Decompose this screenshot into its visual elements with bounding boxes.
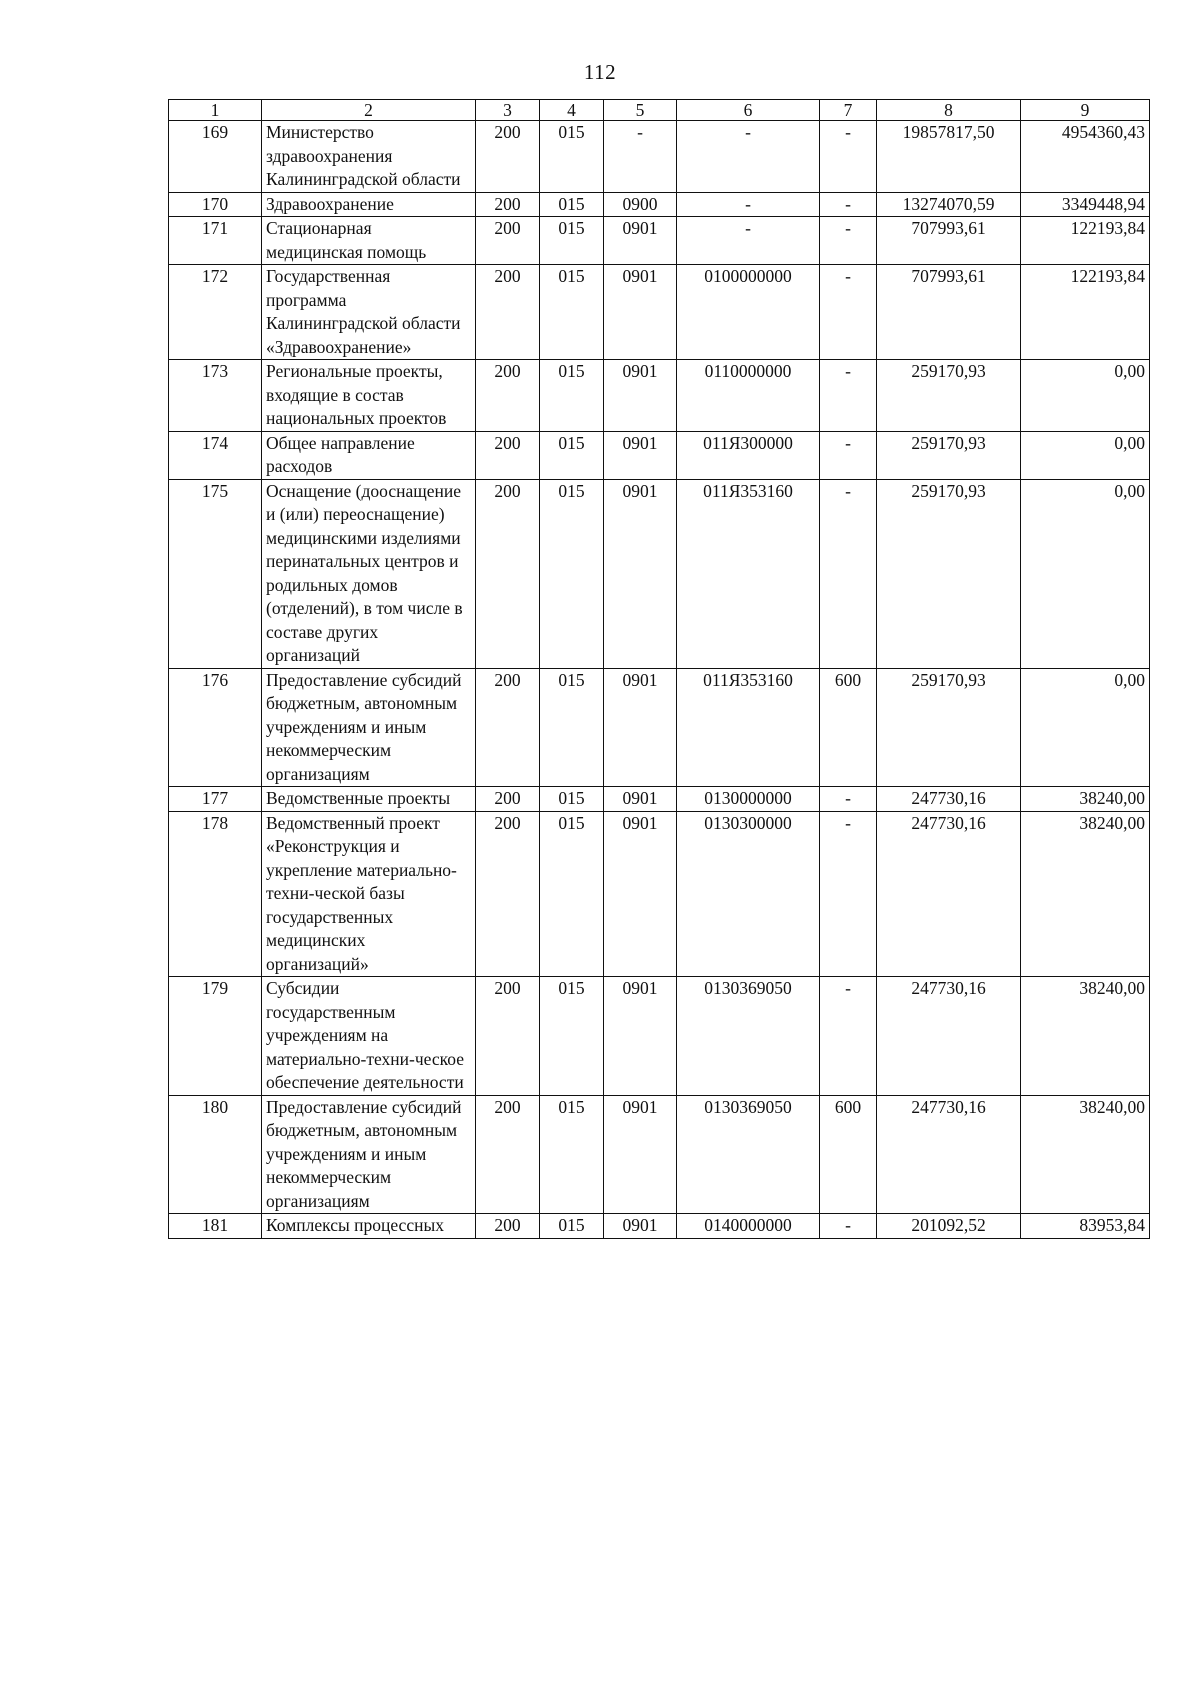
col-6-target: 0130369050 [677,977,820,1096]
col-6-target: 011Я300000 [677,431,820,479]
header-col-4: 4 [540,100,604,121]
col-5-section: 0901 [604,787,677,812]
col-7-type: - [820,479,877,668]
col-8-amount: 247730,16 [877,977,1021,1096]
col-7-type: - [820,265,877,360]
col-4-code: 015 [540,1214,604,1239]
header-col-1: 1 [169,100,262,121]
table-row [169,217,1150,265]
col-9-amount: 0,00 [1021,431,1150,479]
col-8-amount: 259170,93 [877,431,1021,479]
table-row [169,811,1150,977]
header-col-8: 8 [877,100,1021,121]
col-8-amount: 13274070,59 [877,192,1021,217]
col-5-section: 0900 [604,192,677,217]
col-8-amount: 259170,93 [877,360,1021,432]
col-5-section: 0901 [604,360,677,432]
col-9-amount: 122193,84 [1021,217,1150,265]
col-8-amount: 247730,16 [877,811,1021,977]
col-4-code: 015 [540,360,604,432]
col-6-target: - [677,217,820,265]
col-4-code: 015 [540,668,604,787]
row-number: 180 [169,1095,262,1214]
col-3-code: 200 [476,1214,540,1239]
col-8-amount: 247730,16 [877,787,1021,812]
col-4-code: 015 [540,1095,604,1214]
col-9-amount: 0,00 [1021,668,1150,787]
row-number: 174 [169,431,262,479]
col-6-target: 0130300000 [677,811,820,977]
header-col-7: 7 [820,100,877,121]
col-8-amount: 201092,52 [877,1214,1021,1239]
col-6-target: 0110000000 [677,360,820,432]
col-3-code: 200 [476,787,540,812]
col-7-type: - [820,217,877,265]
col-9-amount: 38240,00 [1021,787,1150,812]
col-8-amount: 19857817,50 [877,121,1021,193]
col-6-target: 0130369050 [677,1095,820,1214]
col-7-type: - [820,811,877,977]
col-3-code: 200 [476,811,540,977]
col-5-section: 0901 [604,977,677,1096]
col-4-code: 015 [540,217,604,265]
col-4-code: 015 [540,977,604,1096]
col-3-code: 200 [476,217,540,265]
col-5-section: 0901 [604,265,677,360]
col-3-code: 200 [476,192,540,217]
col-5-section: 0901 [604,431,677,479]
item-name: Ведомственный проект «Реконструкция и укрепление материально-техни-ческой базы государственных медицинских организаций» [262,811,476,977]
col-7-type: - [820,360,877,432]
row-number: 181 [169,1214,262,1239]
col-7-type: 600 [820,1095,877,1214]
item-name: Предоставление субсидий бюджетным, автономным учреждениям и иным некоммерческим организациям [262,668,476,787]
budget-table [168,99,1150,1239]
col-8-amount: 707993,61 [877,265,1021,360]
table-row [169,1214,1150,1239]
item-name: Министерство здравоохранения Калининградской области [262,121,476,193]
item-name: Оснащение (дооснащение и (или) переоснащение) медицинскими изделиями перинатальных центров и родильных домов (отделений), в том числе в составе других организаций [262,479,476,668]
table-row [169,977,1150,1096]
col-7-type: - [820,787,877,812]
row-number: 177 [169,787,262,812]
item-name: Здравоохранение [262,192,476,217]
col-8-amount: 259170,93 [877,668,1021,787]
col-6-target: 0130000000 [677,787,820,812]
col-3-code: 200 [476,121,540,193]
col-4-code: 015 [540,787,604,812]
col-7-type: - [820,121,877,193]
col-3-code: 200 [476,479,540,668]
table-row [169,121,1150,193]
col-9-amount: 4954360,43 [1021,121,1150,193]
col-7-type: - [820,1214,877,1239]
header-col-6: 6 [677,100,820,121]
col-4-code: 015 [540,121,604,193]
table-row [169,192,1150,217]
item-name: Комплексы процессных [262,1214,476,1239]
col-5-section: 0901 [604,217,677,265]
col-7-type: - [820,192,877,217]
item-name: Региональные проекты, входящие в состав национальных проектов [262,360,476,432]
header-col-2: 2 [262,100,476,121]
col-6-target: - [677,121,820,193]
col-7-type: 600 [820,668,877,787]
col-8-amount: 247730,16 [877,1095,1021,1214]
col-9-amount: 38240,00 [1021,1095,1150,1214]
col-6-target: - [677,192,820,217]
col-6-target: 0140000000 [677,1214,820,1239]
col-9-amount: 122193,84 [1021,265,1150,360]
item-name: Субсидии государственным учреждениям на материально-техни-ческое обеспечение деятельности [262,977,476,1096]
col-9-amount: 38240,00 [1021,977,1150,1096]
item-name: Предоставление субсидий бюджетным, автономным учреждениям и иным некоммерческим организациям [262,1095,476,1214]
row-number: 178 [169,811,262,977]
col-5-section: 0901 [604,479,677,668]
row-number: 173 [169,360,262,432]
item-name: Государственная программа Калининградской области «Здравоохранение» [262,265,476,360]
row-number: 179 [169,977,262,1096]
col-3-code: 200 [476,431,540,479]
col-5-section: 0901 [604,811,677,977]
col-7-type: - [820,977,877,1096]
col-3-code: 200 [476,1095,540,1214]
table-row [169,360,1150,432]
col-4-code: 015 [540,265,604,360]
header-col-3: 3 [476,100,540,121]
col-9-amount: 0,00 [1021,479,1150,668]
col-5-section: - [604,121,677,193]
col-8-amount: 259170,93 [877,479,1021,668]
row-number: 176 [169,668,262,787]
col-4-code: 015 [540,811,604,977]
col-3-code: 200 [476,668,540,787]
col-3-code: 200 [476,265,540,360]
header-col-5: 5 [604,100,677,121]
header-row [169,100,1150,121]
item-name: Ведомственные проекты [262,787,476,812]
row-number: 169 [169,121,262,193]
col-4-code: 015 [540,431,604,479]
col-5-section: 0901 [604,1214,677,1239]
item-name: Стационарная медицинская помощь [262,217,476,265]
table-row [169,1095,1150,1214]
col-6-target: 011Я353160 [677,479,820,668]
table-row [169,787,1150,812]
col-3-code: 200 [476,977,540,1096]
table-row [169,431,1150,479]
table-row [169,265,1150,360]
col-3-code: 200 [476,360,540,432]
col-5-section: 0901 [604,1095,677,1214]
row-number: 170 [169,192,262,217]
header-col-9: 9 [1021,100,1150,121]
table-body [169,121,1150,1239]
row-number: 171 [169,217,262,265]
page-number: 112 [583,60,617,84]
item-name: Общее направление расходов [262,431,476,479]
col-5-section: 0901 [604,668,677,787]
col-6-target: 011Я353160 [677,668,820,787]
table-row [169,668,1150,787]
row-number: 172 [169,265,262,360]
col-9-amount: 3349448,94 [1021,192,1150,217]
table-row [169,479,1150,668]
col-6-target: 0100000000 [677,265,820,360]
col-9-amount: 0,00 [1021,360,1150,432]
col-9-amount: 38240,00 [1021,811,1150,977]
col-4-code: 015 [540,479,604,668]
col-7-type: - [820,431,877,479]
col-9-amount: 83953,84 [1021,1214,1150,1239]
col-8-amount: 707993,61 [877,217,1021,265]
col-4-code: 015 [540,192,604,217]
row-number: 175 [169,479,262,668]
